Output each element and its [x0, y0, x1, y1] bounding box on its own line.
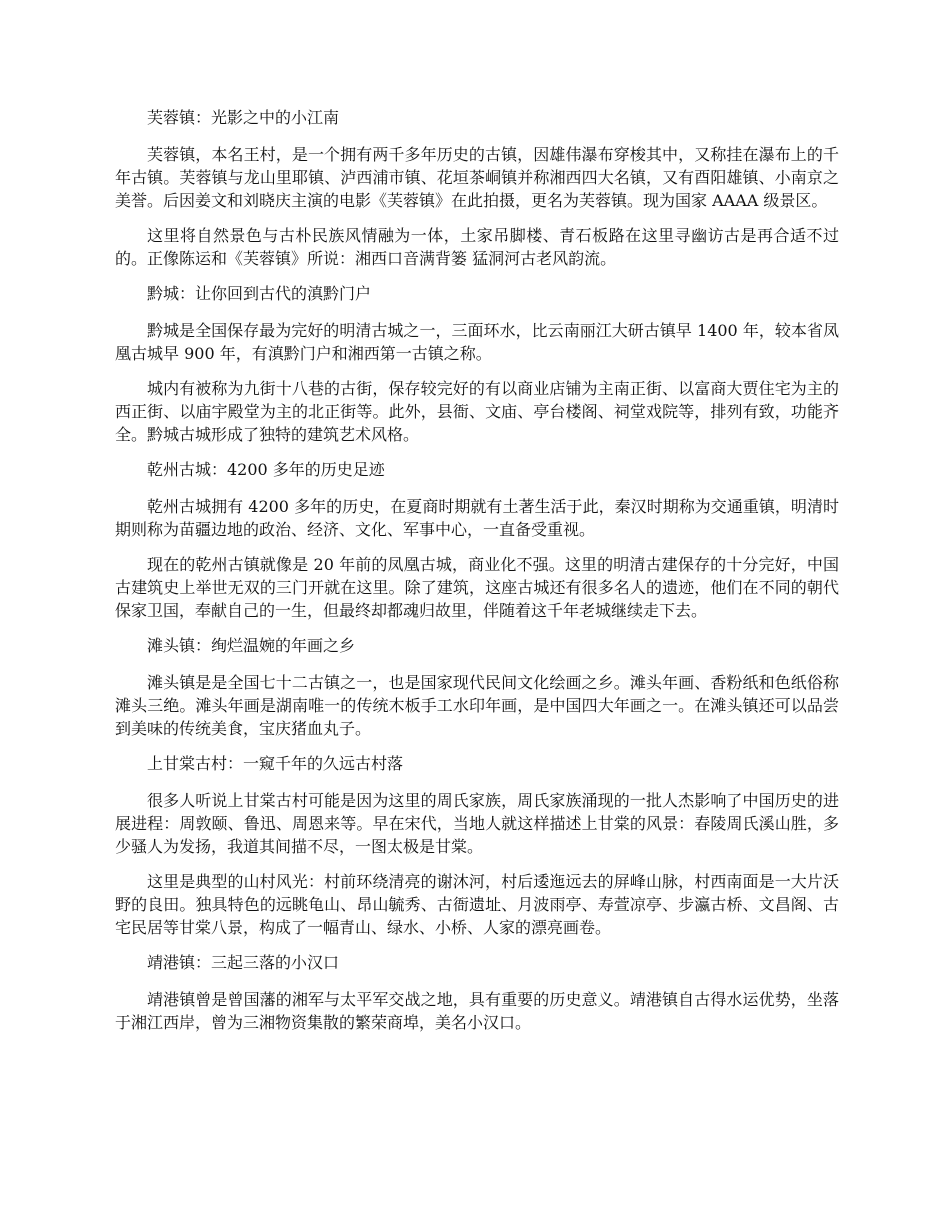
paragraph-qianzhou-today: 现在的乾州古镇就像是 20 年前的凤凰古城，商业化不强。这里的明清古建保存的十分完好，中国古建筑史上举世无双的三门开就在这里。除了建筑，这座古城还有很多名人的遗迹，他们在不同的朝代保家卫国，奉献自己的一生，但最终却都魂归故里，伴随着这千年老城继续走下去。 — [115, 555, 839, 620]
paragraph-shangganta-zhou: 很多人听说上甘棠古村可能是因为这里的周氏家族，周氏家族涌现的一批人杰影响了中国历史的进展进程：周敦颐、鲁迅、周恩来等。早在宋代，当地人就这样描述上甘棠的风景：春陵周氏溪山胜，多少骚人为发扬，我道其间描不尽，一图太极是甘棠。 — [115, 791, 839, 856]
paragraph-qianzhou-history: 乾州古城拥有 4200 多年的历史，在夏商时期就有土著生活于此，秦汉时期称为交通重镇，明清时期则称为苗疆边地的政治、经济、文化、军事中心，一直备受重视。 — [115, 497, 839, 539]
section-heading-qianzhou: 乾州古城：4200 多年的历史足迹 — [147, 460, 385, 479]
paragraph-furong-intro: 芙蓉镇，本名王村，是一个拥有两千多年历史的古镇，因雄伟瀑布穿梭其中，又称挂在瀑布上的千年古镇。芙蓉镇与龙山里耶镇、泸西浦市镇、花垣茶峒镇并称湘西四大名镇，又有酉阳雄镇、小南京之美誉。后因姜文和刘晓庆主演的电影《芙蓉镇》在此拍摄，更名为芙蓉镇。现为国家 AAAA 级景区。 — [115, 145, 839, 210]
section-heading-furong: 芙蓉镇：光影之中的小江南 — [147, 108, 340, 127]
paragraph-qiancheng-streets: 城内有被称为九街十八巷的古街，保存较完好的有以商业店铺为主南正街、以富商大贾住宅为主的西正街、以庙宇殿堂为主的北正街等。此外，县衙、文庙、亭台楼阁、祠堂戏院等，排列有致，功能齐全。黔城古城形成了独特的建筑艺术风格。 — [115, 379, 839, 444]
section-heading-jinggang: 靖港镇：三起三落的小汉口 — [147, 953, 340, 972]
section-heading-tantou: 滩头镇：绚烂温婉的年画之乡 — [147, 636, 356, 655]
paragraph-jinggang-intro: 靖港镇曾是曾国藩的湘军与太平军交战之地，具有重要的历史意义。靖港镇自古得水运优势，坐落于湘江西岸，曾为三湘物资集散的繁荣商埠，美名小汉口。 — [115, 990, 839, 1032]
paragraph-tantou-intro: 滩头镇是是全国七十二古镇之一，也是国家现代民间文化绘画之乡。滩头年画、香粉纸和色纸俗称滩头三绝。滩头年画是湖南唯一的传统木板手工水印年画，是中国四大年画之一。在滩头镇还可以品尝到美味的传统美食，宝庆猪血丸子。 — [115, 673, 839, 738]
paragraph-furong-scenery: 这里将自然景色与古朴民族风情融为一体，土家吊脚楼、青石板路在这里寻幽访古是再合适不过的。正像陈运和《芙蓉镇》所说：湘西口音满背篓 猛洞河古老风韵流。 — [115, 226, 839, 268]
paragraph-qiancheng-intro: 黔城是全国保存最为完好的明清古城之一，三面环水，比云南丽江大研古镇早 1400 年，较本省凤凰古城早 900 年，有滇黔门户和湘西第一古镇之称。 — [115, 321, 839, 363]
paragraph-shangganta-scenery: 这里是典型的山村风光：村前环绕清亮的谢沐河，村后逶迤远去的屏峰山脉，村西南面是一大片沃野的良田。独具特色的远眺龟山、昂山毓秀、古衙遗址、月波雨亭、寿萱凉亭、步瀛古桥、文昌阁、古宅民居等甘棠八景，构成了一幅青山、绿水、小桥、人家的漂亮画卷。 — [115, 872, 839, 937]
section-heading-qiancheng: 黔城：让你回到古代的滇黔门户 — [147, 284, 372, 303]
section-heading-shangganta: 上甘棠古村：一窥千年的久远古村落 — [147, 754, 404, 773]
document-body — [115, 106, 839, 1046]
